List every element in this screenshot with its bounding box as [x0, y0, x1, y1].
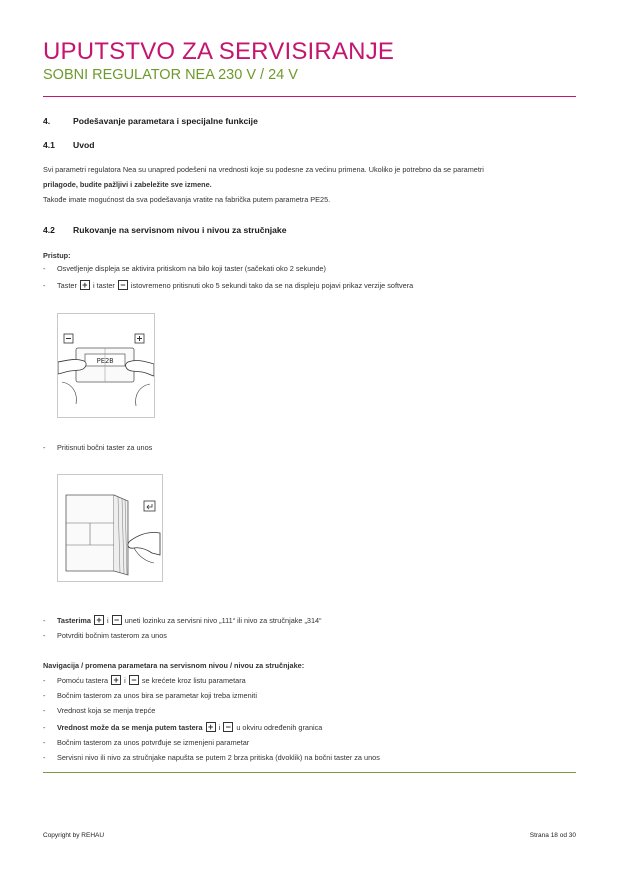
- list-item: - Pritisnuti bočni taster za unos: [43, 443, 153, 452]
- enter-key-icon: [144, 501, 155, 511]
- list-dash: -: [43, 676, 46, 685]
- thermostat-front-illustration: [58, 314, 154, 417]
- section-title: Rukovanje na servisnom nivou i nivou za stručnjake: [73, 225, 287, 235]
- list-item: - Bočnim tasterom za unos bira se parametar koji treba izmeniti: [43, 691, 257, 700]
- figure-press-side-key: [57, 474, 163, 582]
- minus-key-icon: [118, 280, 128, 290]
- page-subtitle: SOBNI REGULATOR NEA 230 V / 24 V: [43, 67, 298, 83]
- list-item: - Osvetljenje displeja se aktivira pritiskom na bilo koji taster (sačekati oko 2 sekunde): [43, 264, 326, 273]
- plus-key-icon: [80, 280, 90, 290]
- minus-key-icon: [112, 615, 122, 625]
- section-number: 4.2: [43, 225, 55, 235]
- content-divider: [43, 772, 576, 773]
- display-readout: PE2B: [96, 357, 114, 365]
- list-item: - Bočnim tasterom za unos potvrđuje se izmenjeni parametar: [43, 738, 250, 747]
- hand-icon: [128, 532, 160, 555]
- section-title: Uvod: [73, 140, 95, 150]
- header-divider: [43, 96, 576, 97]
- section-number: 4.: [43, 116, 51, 126]
- list-item: - Pomoću tastera + i − se krećete kroz listu parametara: [43, 675, 246, 685]
- list-item: - Vrednost koja se menja trepće: [43, 706, 156, 715]
- list-item: - Taster + i taster − istovremeno pritisnuti oko 5 sekundi tako da se na displeju pojavi prikaz verzije softvera: [43, 280, 413, 290]
- list-item: - Servisni nivo ili nivo za stručnjake napušta se putem 2 brza pritiska (dvoklik) na bočni taster za unos: [43, 753, 380, 762]
- plus-key-icon: [206, 722, 216, 732]
- section-number: 4.1: [43, 140, 55, 150]
- minus-key-icon: [223, 722, 233, 732]
- section-4-1-heading: [43, 140, 94, 150]
- list-dash: -: [43, 616, 46, 625]
- list-dash: -: [43, 264, 46, 273]
- list-dash: -: [43, 691, 46, 700]
- thermostat-side-illustration: [58, 475, 162, 581]
- footer-copyright: Copyright by REHAU: [43, 832, 105, 839]
- list-item: - Tasterima + i − uneti lozinku za servisni nivo „111“ ili nivo za stručnjake „314“: [43, 615, 322, 625]
- navigation-heading: Navigacija / promena parametara na servisnom nivou / nivou za stručnjake:: [43, 661, 305, 670]
- list-item: - Vrednost može da se menja putem tastera + i − u okviru određenih granica: [43, 722, 322, 732]
- plus-key-icon: [111, 675, 121, 685]
- footer-page-number: Strana 18 od 30: [529, 832, 576, 839]
- intro-paragraph-reset: Takođe imate mogućnost da sva podešavanja vratite na fabrička putem parametra PE25.: [43, 195, 331, 204]
- list-dash: -: [43, 753, 46, 762]
- access-label: Pristup:: [43, 251, 71, 260]
- plus-key-icon: [94, 615, 104, 625]
- minus-key-icon: [129, 675, 139, 685]
- figure-press-plus-minus: [57, 313, 155, 418]
- intro-paragraph-line-1: Svi parametri regulatora Nea su unapred podešeni na vrednosti koje su podesne za većinu primena. Ukoliko je potrebno da se parametri: [43, 165, 484, 174]
- list-item: - Potvrditi bočnim tasterom za unos: [43, 631, 167, 640]
- section-4-heading: [43, 116, 258, 126]
- list-dash: -: [43, 631, 46, 640]
- section-4-2-heading: [43, 225, 286, 235]
- page-title: UPUTSTVO ZA SERVISIRANJE: [43, 38, 395, 65]
- intro-paragraph-line-2: prilagode, budite pažljivi i zabeležite sve izmene.: [43, 180, 212, 189]
- list-dash: -: [43, 443, 46, 452]
- section-title: Podešavanje parametara i specijalne funkcije: [73, 116, 258, 126]
- list-dash: -: [43, 281, 46, 290]
- list-dash: -: [43, 723, 46, 732]
- list-dash: -: [43, 706, 46, 715]
- list-dash: -: [43, 738, 46, 747]
